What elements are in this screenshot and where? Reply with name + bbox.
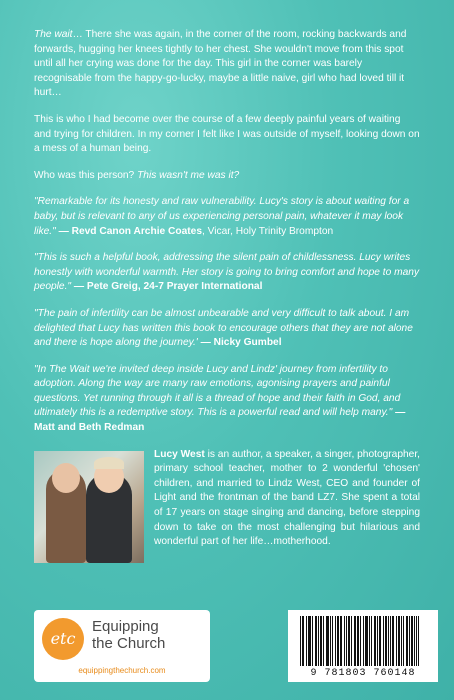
intro-paragraph-2: This is who I had become over the course of a few deeply painful years of waiting and trying for children. In my corner I felt like I was outside of myself, looking down on a mess of a human being. xyxy=(34,113,420,155)
photo-hair-right xyxy=(94,457,124,469)
quote-attribution: — Revd Canon Archie Coates xyxy=(58,225,202,237)
barcode-icon xyxy=(300,616,426,666)
publisher-logo xyxy=(34,610,210,682)
quote-redman xyxy=(34,363,420,436)
author-name: Lucy West xyxy=(154,448,205,460)
author-bio xyxy=(34,448,420,563)
publisher-url[interactable]: equippingthechurch.com xyxy=(78,666,166,675)
quote-attribution: — Matt and Beth Redman xyxy=(34,407,406,434)
intro-paragraph-1 xyxy=(34,28,420,101)
quote-attribution-role: , Vicar, Holy Trinity Brompton xyxy=(202,225,334,237)
author-bio-text xyxy=(154,448,420,563)
quote-text: "The pain of infertility can be almost unbearable and very difficult to talk about. I am delighted that Lucy has written this book to encourage others that they are not alone and there is hope along the journey.' xyxy=(34,307,413,349)
publisher-name-line1: Equipping xyxy=(92,618,159,635)
intro-p1-text: … There she was again, in the corner of the room, rocking backwards and forwards, hugging her knees tightly to her chest. She wouldn't move from this spot until all her crying was done for the day. This girl in the corner was barely recognisable from the happy-go-lucky, maybe a little naive, girl who had loved till it hurt… xyxy=(34,29,407,99)
quote-text: "This is such a helpful book, addressing the silent pain of childlessness. Lucy writes honestly with wonderful warmth. Her story is going to bring comfort and hope to many people." xyxy=(34,252,420,293)
intro-question-italic: This wasn't me was it? xyxy=(137,169,240,181)
intro-lead: The wait xyxy=(34,29,73,40)
publisher-name-line2: the Church xyxy=(92,635,166,652)
photo-head-left xyxy=(52,463,80,493)
quote-attribution: — Nicky Gumbel xyxy=(200,337,282,349)
author-photo xyxy=(34,451,144,563)
isbn-barcode xyxy=(288,610,438,682)
intro-paragraph-3 xyxy=(34,169,420,184)
back-cover-text xyxy=(34,28,420,563)
quote-coates xyxy=(34,195,420,239)
quote-text: "In The Wait we're invited deep inside Lucy and Lindz' journey from infertility to adoption. Along the way are many raw emotions, agonising prayers and painful questions. Yet running through it all is a thread of hope and their faith in God, and ultimately this is a redemptive story. This is a powerful read and will help many." xyxy=(34,363,401,419)
intro-question: Who was this person? xyxy=(34,169,138,181)
publisher-logo-icon: etc xyxy=(42,618,84,660)
author-bio-body: is an author, a speaker, a singer, photographer, primary school teacher, mother to 2 wonderful 'chosen' children, and married to Lindz West, CEO and founder of Light and the frontman of the band LZ7. She spent a total of 17 years on stage singing and dancing, before stepping down to take on the most challenging but hilarious and wonderful part of her life…motherhood. xyxy=(154,448,420,548)
publisher-name xyxy=(92,618,165,652)
cover-footer xyxy=(0,602,454,700)
quote-greig xyxy=(34,251,420,295)
quote-gumbel xyxy=(34,307,420,351)
isbn-digits: 9 781803 760148 xyxy=(310,668,416,679)
quote-text: "Remarkable for its honesty and raw vulnerability. Lucy's story is about waiting for a baby, but is relevant to any of us experiencing personal pain, whatever it may look like." xyxy=(34,196,410,237)
quote-attribution: — Pete Greig, 24-7 Prayer International xyxy=(73,281,263,293)
